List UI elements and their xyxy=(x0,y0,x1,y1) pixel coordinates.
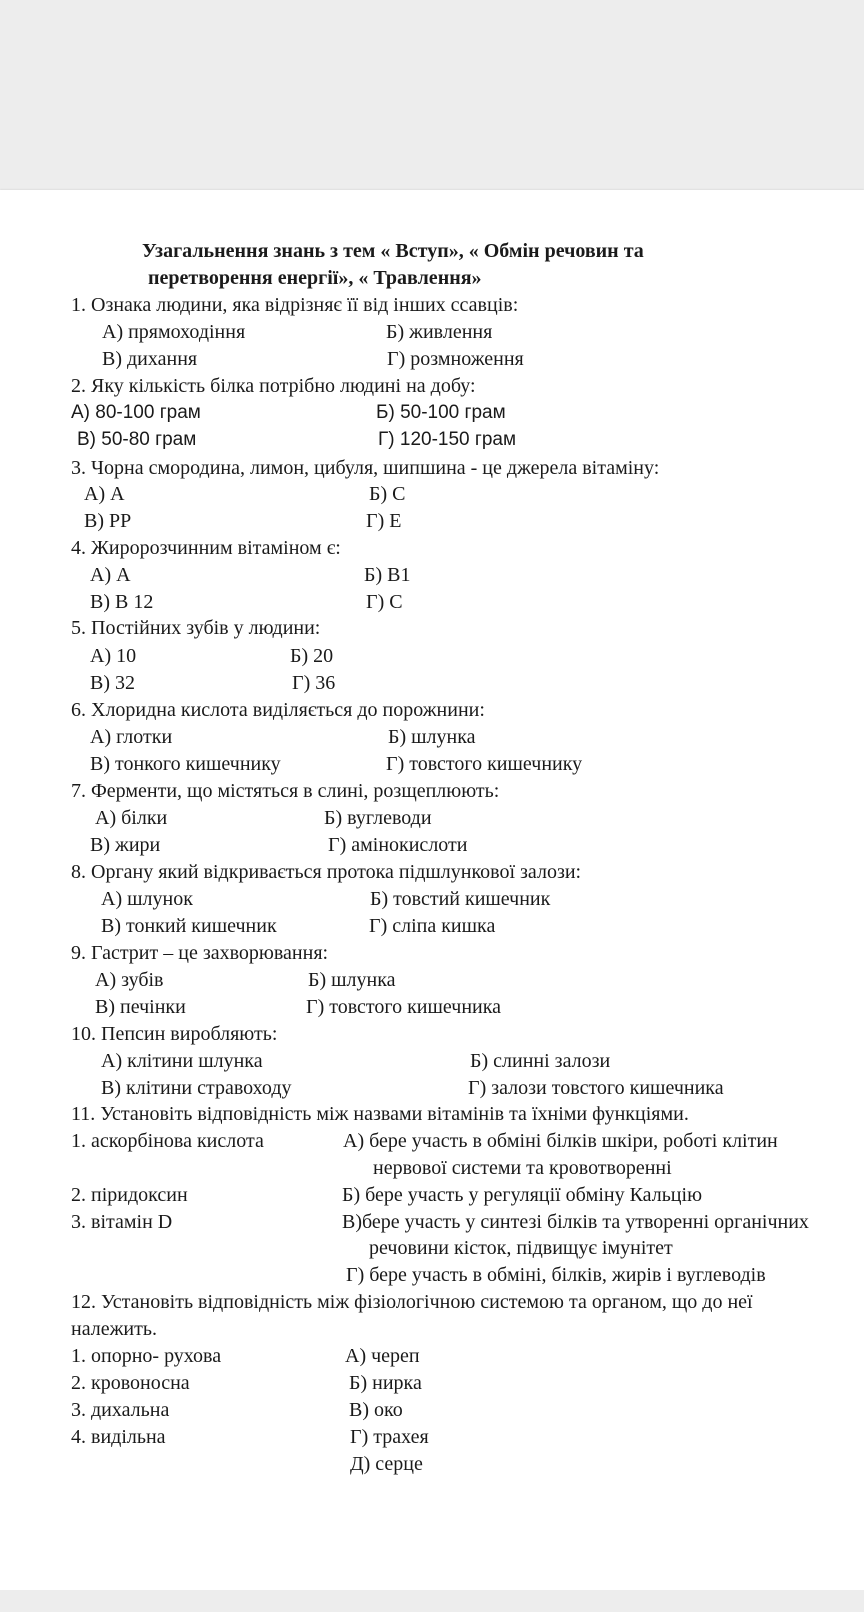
question-11: 11. Установіть відповідність між назвами вітамінів та їхніми функціями. xyxy=(71,1103,689,1125)
q10-option-g: Г) залози товстого кишечника xyxy=(468,1077,724,1099)
q7-option-g: Г) амінокислоти xyxy=(328,834,468,856)
q12-left-3: 3. дихальна xyxy=(71,1399,170,1421)
q5-option-a: А) 10 xyxy=(90,645,137,667)
q8-option-g: Г) сліпа кишка xyxy=(369,915,496,937)
q2-option-g: Г) 120-150 грам xyxy=(378,429,517,450)
q12-left-1: 1. опорно- рухова xyxy=(71,1345,222,1367)
q5-option-b: Б) 20 xyxy=(290,645,334,667)
q9-option-g: Г) товстого кишечника xyxy=(306,996,502,1018)
q5-option-v: В) 32 xyxy=(90,672,135,694)
q10-option-a: А) клітини шлунка xyxy=(101,1050,263,1072)
q4-option-b: Б) В1 xyxy=(364,564,411,586)
bottom-margin xyxy=(0,1590,864,1612)
question-2: 2. Яку кількість білка потрібно людині на добу: xyxy=(71,375,476,397)
q3-option-g: Г) Е xyxy=(366,510,402,532)
q3-option-a: А) А xyxy=(84,483,125,505)
q11-right-v-cont: речовини кісток, підвищує імунітет xyxy=(369,1237,673,1259)
q4-option-g: Г) С xyxy=(366,591,403,613)
q6-option-a: А) глотки xyxy=(90,726,173,748)
q3-option-b: Б) С xyxy=(369,483,406,505)
q2-option-b: Б) 50-100 грам xyxy=(376,402,506,423)
q9-option-a: А) зубів xyxy=(95,969,164,991)
q11-right-a-cont: нервової системи та кровотворенні xyxy=(373,1157,672,1179)
q11-left-1: 1. аскорбінова кислота xyxy=(71,1130,264,1152)
q2-option-a: А) 80-100 грам xyxy=(71,402,201,423)
q12-right-v: В) око xyxy=(349,1399,403,1421)
q12-left-2: 2. кровоносна xyxy=(71,1372,190,1394)
q11-right-v: В)бере участь у синтезі білків та утворенні органічних xyxy=(342,1211,809,1233)
q1-option-v: В) дихання xyxy=(102,348,198,370)
q11-left-2: 2. піридоксин xyxy=(71,1184,188,1206)
q10-option-v: В) клітини стравоходу xyxy=(101,1077,292,1099)
q11-right-g: Г) бере участь в обміні, білків, жирів і вуглеводів xyxy=(346,1264,766,1286)
question-6: 6. Хлоридна кислота виділяється до порожнини: xyxy=(71,699,485,721)
q6-option-b: Б) шлунка xyxy=(388,726,476,748)
question-10: 10. Пепсин виробляють: xyxy=(71,1023,278,1045)
q2-option-v: В) 50-80 грам xyxy=(77,429,197,450)
q11-right-b: Б) бере участь у регуляції обміну Кальцію xyxy=(342,1184,703,1206)
q6-option-v: В) тонкого кишечнику xyxy=(90,753,281,775)
question-3: 3. Чорна смородина, лимон, цибуля, шипшина - це джерела вітаміну: xyxy=(71,457,660,479)
question-7: 7. Ферменти, що містяться в слині, розщеплюють: xyxy=(71,780,500,802)
question-12-line-2: належить. xyxy=(71,1318,157,1340)
q7-option-v: В) жири xyxy=(90,834,161,856)
title-line-1: Узагальнення знань з тем « Вступ», « Обмін речовин та xyxy=(142,240,644,262)
title-line-2: перетворення енергії», « Травлення» xyxy=(148,267,482,289)
q10-option-b: Б) слинні залози xyxy=(470,1050,611,1072)
q3-option-v: В) РР xyxy=(84,510,132,532)
q9-option-v: В) печінки xyxy=(95,996,186,1018)
question-4: 4. Жиророзчинним вітаміном є: xyxy=(71,537,341,559)
q12-right-a: А) череп xyxy=(345,1345,420,1367)
question-5: 5. Постійних зубів у людини: xyxy=(71,617,321,639)
q4-option-v: В) В 12 xyxy=(90,591,154,613)
q8-option-b: Б) товстий кишечник xyxy=(370,888,551,910)
q12-right-b: Б) нирка xyxy=(349,1372,422,1394)
question-1: 1. Ознака людини, яка відрізняє її від інших ссавців: xyxy=(71,294,519,316)
q5-option-g: Г) 36 xyxy=(292,672,336,694)
q8-option-a: А) шлунок xyxy=(101,888,193,910)
q11-right-a: А) бере участь в обміні білків шкіри, роботі клітин xyxy=(343,1130,778,1152)
q1-option-g: Г) розмноження xyxy=(387,348,524,370)
q11-left-3: 3. вітамін D xyxy=(71,1211,173,1233)
q1-option-a: А) прямоходіння xyxy=(102,321,246,343)
q1-option-b: Б) живлення xyxy=(386,321,493,343)
q12-right-g: Г) трахея xyxy=(350,1426,429,1448)
q9-option-b: Б) шлунка xyxy=(308,969,396,991)
q7-option-a: А) білки xyxy=(95,807,168,829)
question-8: 8. Органу який відкривається протока підшлункової залози: xyxy=(71,861,582,883)
q12-left-4: 4. видільна xyxy=(71,1426,166,1448)
question-12-line-1: 12. Установіть відповідність між фізіологічною системою та органом, що до неї xyxy=(71,1291,753,1313)
q12-right-d: Д) серце xyxy=(350,1453,423,1475)
top-margin xyxy=(0,0,864,190)
q8-option-v: В) тонкий кишечник xyxy=(101,915,277,937)
question-9: 9. Гастрит – це захворювання: xyxy=(71,942,329,964)
q4-option-a: А) А xyxy=(90,564,131,586)
q7-option-b: Б) вуглеводи xyxy=(324,807,432,829)
q6-option-g: Г) товстого кишечнику xyxy=(386,753,583,775)
